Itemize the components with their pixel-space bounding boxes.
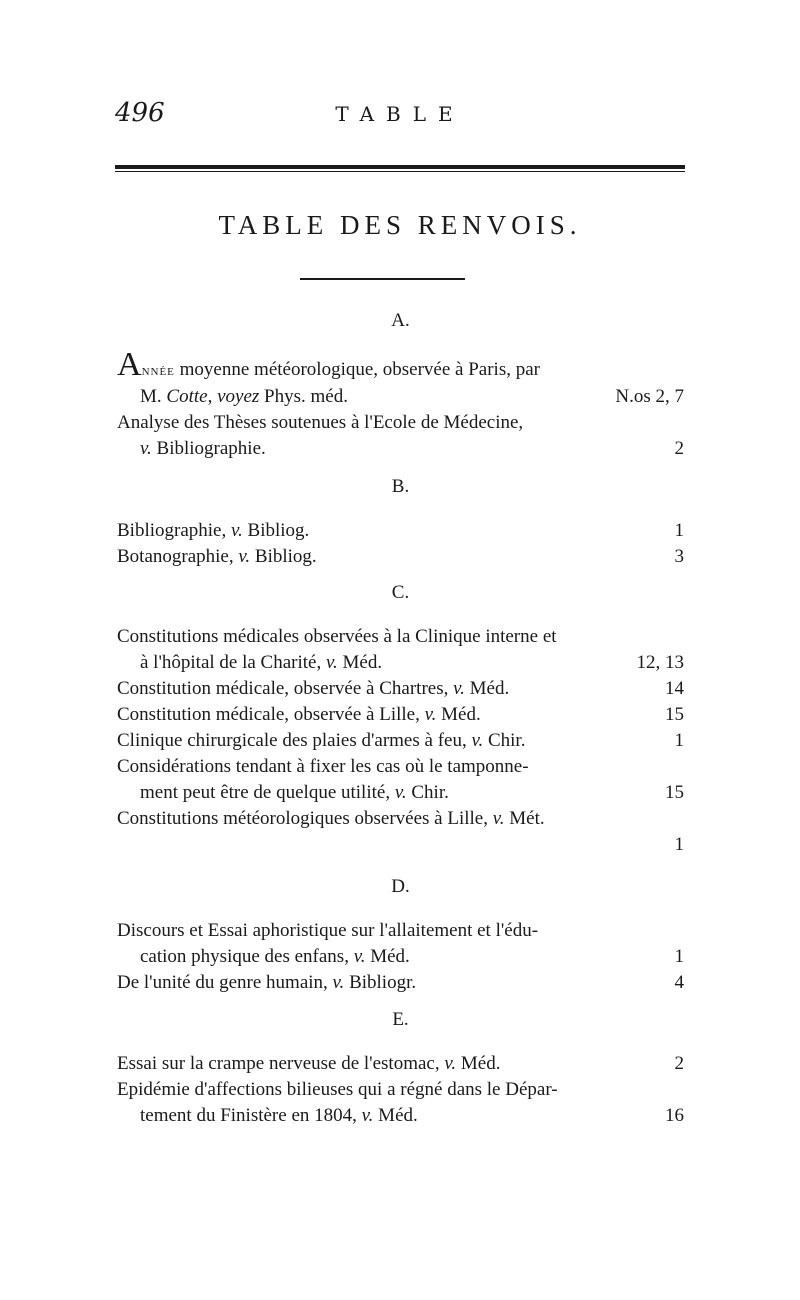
index-entry bbox=[117, 410, 684, 462]
entry-reference: N.os 2, 7 bbox=[615, 386, 684, 407]
running-head bbox=[115, 98, 685, 138]
entry-reference: 3 bbox=[674, 546, 684, 567]
section-letter: A. bbox=[391, 310, 410, 331]
section-a bbox=[117, 306, 684, 462]
section-c bbox=[117, 578, 684, 858]
index-entry: Clinique chirurgicale des plaies d'armes à feu, v. Chir. 1 bbox=[117, 728, 684, 754]
entry-reference: 1 bbox=[674, 946, 684, 967]
index-entry: Essai sur la crampe nerveuse de l'estomac, v. Méd. 2 bbox=[117, 1051, 684, 1077]
index-entry bbox=[117, 754, 684, 806]
entry-line: Considérations tendant à fixer les cas où le tamponne- bbox=[117, 756, 529, 777]
entry-reference: 2 bbox=[674, 438, 684, 459]
index-entry bbox=[117, 806, 684, 858]
index-entry: Constitution médicale, observée à Lille, v. Méd. 15 bbox=[117, 702, 684, 728]
index-entry: Constitution médicale, observée à Chartres, v. Méd. 14 bbox=[117, 676, 684, 702]
index-entry: Botanographie, v. Bibliog. 3 bbox=[117, 544, 684, 570]
entry-line: Epidémie d'affections bilieuses qui a régné dans le Dépar- bbox=[117, 1079, 558, 1100]
header-rule-thick bbox=[115, 165, 685, 169]
page-number: 496 bbox=[115, 98, 165, 128]
entry-line: M. Cotte, voyez Phys. méd. N.os 2, 7 bbox=[117, 384, 684, 410]
drop-cap: A bbox=[117, 346, 142, 383]
entry-reference: 12, 13 bbox=[636, 652, 684, 673]
index-entry bbox=[117, 918, 684, 970]
section-letter: E. bbox=[392, 1009, 409, 1030]
entry-line: Constitutions médicales observées à la Clinique interne et bbox=[117, 626, 557, 647]
entry-line: cation physique des enfans, v. Méd. 1 bbox=[117, 944, 684, 970]
header-rule-thin bbox=[115, 171, 685, 172]
index-entry bbox=[117, 1077, 684, 1129]
title-rule bbox=[300, 278, 465, 280]
index-entry: Bibliographie, v. Bibliog. 1 bbox=[117, 518, 684, 544]
entry-line: tement du Finistère en 1804, v. Méd. 16 bbox=[117, 1103, 684, 1129]
section-letter: C. bbox=[391, 582, 410, 603]
entry-reference: 2 bbox=[674, 1053, 684, 1074]
entry-reference: 14 bbox=[665, 678, 684, 699]
entry-line: Analyse des Thèses soutenues à l'Ecole de Médecine, bbox=[117, 412, 524, 433]
index-entry bbox=[117, 624, 684, 676]
entry-line: ment peut être de quelque utilité, v. Chir. 15 bbox=[117, 780, 684, 806]
index-entry bbox=[117, 346, 684, 410]
entry-reference: 1 bbox=[674, 520, 684, 541]
entry-reference: 1 bbox=[674, 834, 684, 855]
entry-line: à l'hôpital de la Charité, v. Méd. 12, 13 bbox=[117, 650, 684, 676]
section-e bbox=[117, 1005, 684, 1129]
running-title: TABLE bbox=[335, 102, 465, 126]
entry-line: v. Bibliographie. 2 bbox=[117, 436, 684, 462]
entry-line bbox=[117, 832, 684, 858]
section-d bbox=[117, 872, 684, 996]
entry-line: Constitutions météorologiques observées à Lille, v. Mét. bbox=[117, 808, 545, 829]
entry-line: Discours et Essai aphoristique sur l'allaitement et l'édu- bbox=[117, 920, 539, 941]
entry-reference: 15 bbox=[665, 704, 684, 725]
section-letter: B. bbox=[391, 476, 410, 497]
page-title: TABLE DES RENVOIS. bbox=[218, 210, 582, 240]
entry-reference: 16 bbox=[665, 1105, 684, 1126]
section-b bbox=[117, 472, 684, 570]
index-entry: De l'unité du genre humain, v. Bibliogr. 4 bbox=[117, 970, 684, 996]
entry-line: Année moyenne météorologique, observée à Paris, par bbox=[117, 346, 540, 383]
entry-reference: 1 bbox=[674, 730, 684, 751]
section-letter: D. bbox=[391, 876, 410, 897]
entry-reference: 4 bbox=[674, 972, 684, 993]
entry-reference: 15 bbox=[665, 782, 684, 803]
